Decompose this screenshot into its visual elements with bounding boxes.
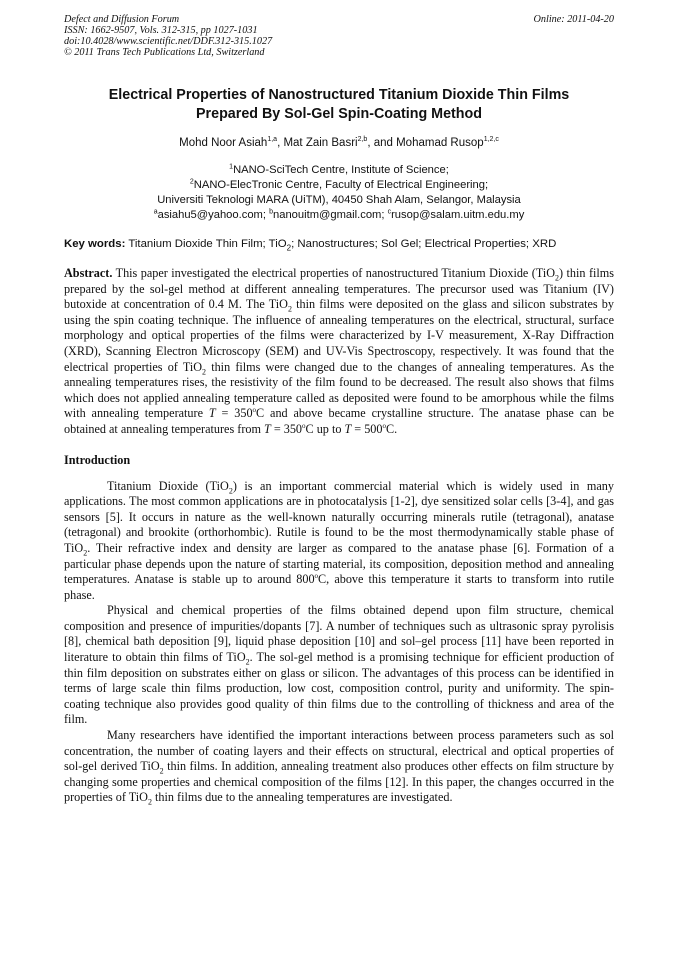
intro-paragraph-2 <box>64 603 614 728</box>
journal-issn: ISSN: 1662-9507, Vols. 312-315, pp 1027-1031 <box>64 25 258 36</box>
affiliation-address: Universiti Teknologi MARA (UiTM), 40450 Shah Alam, Selangor, Malaysia <box>157 194 521 206</box>
author-3-affil: 1,2,c <box>483 136 499 144</box>
online-date: Online: 2011-04-20 <box>533 14 614 25</box>
subscript: 2 <box>245 657 250 667</box>
journal-info <box>64 14 272 58</box>
affiliations <box>64 163 614 223</box>
abstract-text: ) thin films prepared by the sol-gel method at different annealing temperatures. The precursor used was Titanium (IV) butoxide at concentration of 0.4 M. The TiO <box>64 266 614 312</box>
subscript: 2 <box>287 304 292 314</box>
abstract-text: This paper investigated the electrical properties of nanostructured Titanium Dioxide (TiO <box>112 266 556 280</box>
journal-name: Defect and Diffusion Forum <box>64 14 180 25</box>
subscript: 2 <box>147 797 152 807</box>
symbol-T: T <box>344 421 352 436</box>
affiliation-2-text: NANO-ElecTronic Centre, Faculty of Electrical Engineering; <box>193 179 489 191</box>
abstract-text: thin films were changed due to the changes of annealing temperatures. As the annealing temperatures rises, the resistivity of the film found to be decreased. The result also shows that films which does not applied annealing temperature called as deposited were found to be amorphous while the films with annealing temperature <box>64 359 614 421</box>
degree-mark: o <box>314 572 319 581</box>
abstract-text: = 350 <box>270 421 303 436</box>
email-b: nanouitm@gmail.com; <box>273 209 388 221</box>
intro-paragraph-3 <box>64 728 614 806</box>
journal-header <box>64 14 614 58</box>
abstract-text: C. <box>386 421 398 436</box>
email-c-mark: c <box>387 208 392 216</box>
title-line-1: Electrical Properties of Nanostructured Titanium Dioxide Thin Films <box>108 87 570 103</box>
paragraph-text: Many researchers have identified the important interactions between process parameters such as sol concentration, the number of coating layers and their effects on structural, electrical and optical properties of sol-gel derived TiO <box>64 728 614 774</box>
keywords-label: Key words: <box>64 238 126 250</box>
affiliation-2 <box>64 178 614 193</box>
keywords-sub: 2 <box>286 243 292 253</box>
email-a-mark: a <box>153 208 158 216</box>
paragraph-text: C, above this temperature it starts to transform into rutile phase. <box>64 572 614 602</box>
keywords-text-2: ; Nanostructures; Sol Gel; Electrical Properties; XRD <box>291 238 557 250</box>
paper-page <box>64 14 614 806</box>
subscript: 2 <box>555 273 560 283</box>
author-list <box>64 136 614 151</box>
intro-paragraph-1 <box>64 479 614 604</box>
symbol-T: T <box>208 406 216 421</box>
affiliation-2-mark: 2 <box>189 178 194 186</box>
email-c: rusop@salam.uitm.edu.my <box>391 209 525 221</box>
author-1: Mohd Noor Asiah <box>179 137 268 149</box>
email-a: asiahu5@yahoo.com; <box>157 209 270 221</box>
paragraph-text: . The sol-gel method is a promising technique for efficient production of thin film deposition on substrates either on glass or silicon. The advantages of this process can be identified in terms of large scale thin films production, low cost, composition control, purity and uniformity. The spin-coating technique also provides good quality of thin films due to the controlling of thickness and area of the film. <box>64 650 615 727</box>
abstract-text: C up to <box>305 421 345 436</box>
abstract-text: thin films were deposited on the glass and silicon substrates by using the spin coating technique. The influence of annealing temperatures on the electrical, structural, surface morphology and optical properties of the films were characterized by I-V measurement, X-Ray Diffraction (XRD), Scanning Electron Microscopy (SEM) and UV-Vis Spectroscopy, respectively. It was found that the electrical properties of TiO <box>64 297 614 374</box>
keywords-text-1: Titanium Dioxide Thin Film; TiO <box>125 238 287 250</box>
abstract-text: = 350 <box>215 406 253 421</box>
author-2: , Mat Zain Basri <box>277 137 358 149</box>
abstract <box>64 266 614 438</box>
author-1-affil: 1,a <box>267 136 278 144</box>
section-heading-introduction: Introduction <box>64 452 131 467</box>
degree-mark: o <box>302 421 306 430</box>
subscript: 2 <box>159 766 164 776</box>
paragraph-text: Titanium Dioxide (TiO <box>107 478 229 493</box>
author-2-affil: 2,b <box>357 136 368 144</box>
abstract-label: Abstract. <box>64 266 113 280</box>
paragraph-text: ) is an important commercial material which is widely used in many applications. The most common applications are in photocatalysis [1-2], dye sensitized solar cells [3-4], and gas sensors [5]. It occurs in nature as the well-known naturally occurring minerals rutile (tetragonal), anatase (tetragonal) and brookite (orthorhombic). Rutile is found to be the most thermodynamically stable phase of TiO <box>64 478 614 555</box>
journal-copyright: © 2011 Trans Tech Publications Ltd, Switzerland <box>64 47 265 58</box>
subscript: 2 <box>202 367 207 376</box>
subscript: 2 <box>228 485 233 495</box>
author-3: , and Mohamad Rusop <box>367 137 484 149</box>
affiliation-1 <box>64 163 614 178</box>
degree-mark: o <box>382 421 386 430</box>
abstract-text: C and above became crystalline structure. The anatase phase can be obtained at annealing temperatures from <box>64 406 614 436</box>
paragraph-text: thin films due to the annealing temperatures are investigated. <box>151 790 453 805</box>
introduction-body <box>64 479 614 806</box>
paper-title <box>64 86 614 124</box>
affiliation-1-mark: 1 <box>229 163 234 171</box>
paragraph-text: . Their refractive index and density are larger as compared to the anatase phase [6]. Formation of a particular phase depends upon the nature of starting material, its composition, deposition method and annealing temperatures. Anatase is stable up to around 800 <box>64 540 614 587</box>
affiliation-1-text: NANO-SciTech Centre, Institute of Science; <box>233 164 449 176</box>
paragraph-text: thin films. In addition, annealing treatment also produces other effects on film structure by changing some properties and chemical composition of the films [12]. In this paper, the changes occurred in the properties of TiO <box>64 759 615 805</box>
subscript: 2 <box>83 548 88 558</box>
abstract-text: = 500 <box>351 421 383 436</box>
keywords <box>64 237 614 252</box>
symbol-T: T <box>264 421 271 436</box>
email-b-mark: b <box>269 208 273 216</box>
title-line-2: Prepared By Sol-Gel Spin-Coating Method <box>196 106 482 122</box>
email-list <box>64 208 614 223</box>
paragraph-text: Physical and chemical properties of the films obtained depend upon film structure, chemical composition and presence of impurities/dopants [7]. A number of techniques such as ultrasonic spray pyrolisis [8], chemical bath deposition [9], liquid phase deposition [10] and sol–gel process [11] have been reported in literature to obtain thin films of TiO <box>64 603 614 665</box>
degree-mark: o <box>252 406 257 415</box>
journal-doi: doi:10.4028/www.scientific.net/DDF.312-315.1027 <box>64 36 273 47</box>
